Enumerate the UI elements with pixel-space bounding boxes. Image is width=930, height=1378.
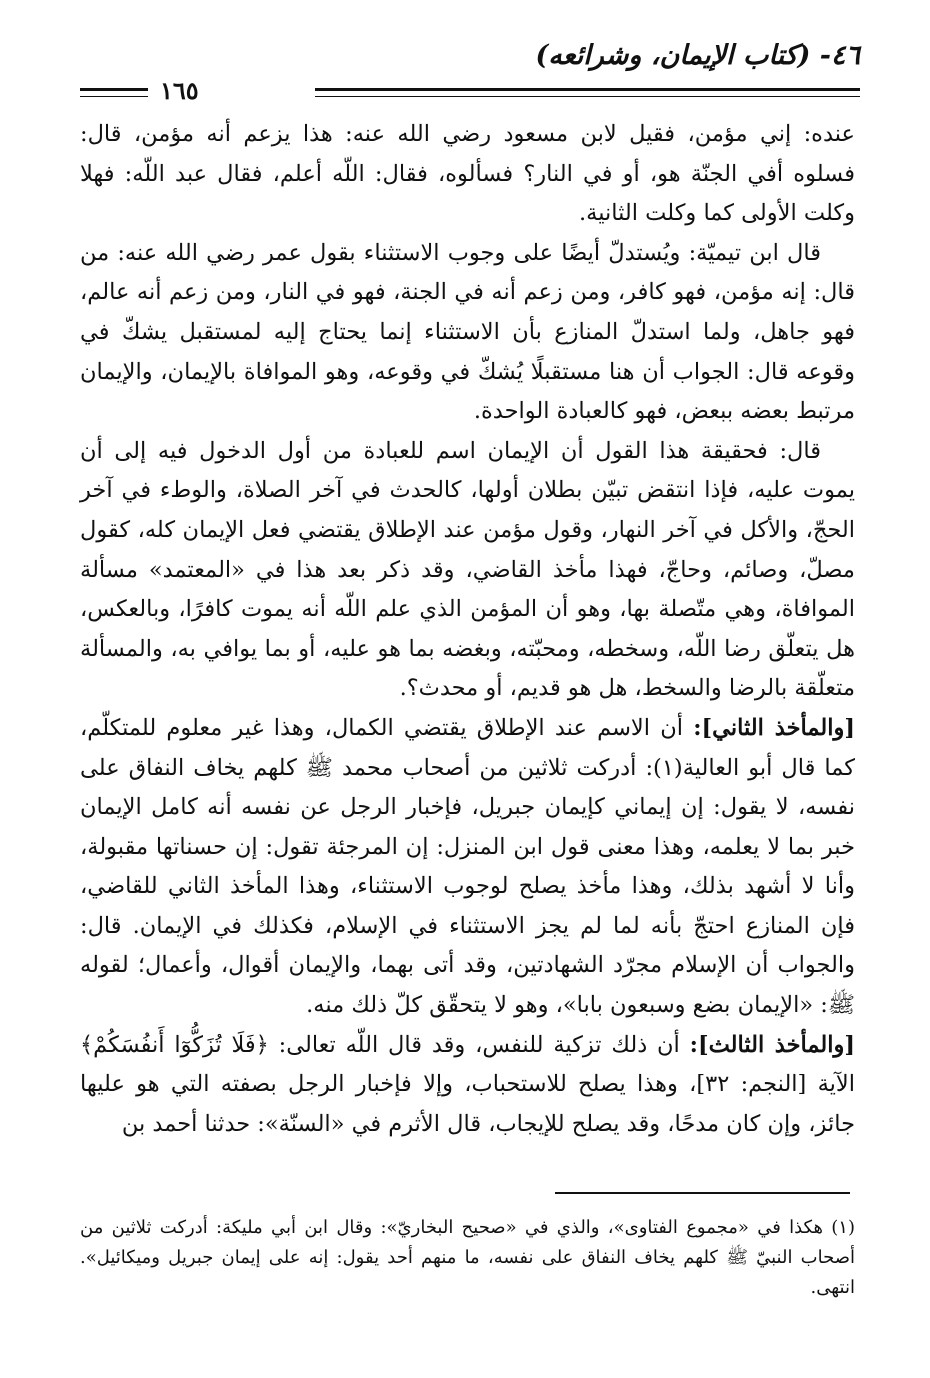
- paragraph-text: أن ذلك تزكية للنفس، وقد قال اللّه تعالى: ﴿فَلَا تُزَكُّوٓا أَنفُسَكُمْ﴾ الآية [النجم: ٣٢]، وهذا يصلح للاستحباب، وإلا فإخبار الرجل بصفته التي هو عليها جائز، وإن كان مدحًا، وقد يصلح للإيجاب، قال الأثرم في «السنّة»: حدثنا أحمد بن: [80, 1031, 855, 1137]
- page-number: ١٦٥: [160, 76, 199, 105]
- footnotes: [80, 1213, 855, 1303]
- header-rule: [315, 88, 860, 97]
- header-rule-short: [80, 88, 148, 97]
- footnote-separator: [555, 1192, 850, 1194]
- footnote: (١) هكذا في «مجموع الفتاوى»، والذي في «صحيح البخاريّ»: وقال ابن أبي مليكة: أدركت ثلاثين من أصحاب النبيّ ﷺ كلهم يخاف النفاق على نفسه، ما منهم أحد يقول: إنه على إيمان جبريل وميكائيل». انتهى.: [80, 1217, 855, 1298]
- running-title: ٤٦- (كتاب الإيمان، وشرائعه): [535, 40, 860, 71]
- paragraph-text: عنده: إني مؤمن، فقيل لابن مسعود رضي الله عنه: هذا يزعم أنه مؤمن، قال: فسلوه أفي الجنّة هو، أو في النار؟ فسألوه، فقال: اللّه أعلم، فقال عبد اللّه: فهلا وكلت الأولى كما وكلت الثانية.: [80, 121, 855, 227]
- section-label: [والمأخذ الثاني]:: [693, 714, 855, 741]
- section-label: [والمأخذ الثالث]:: [689, 1031, 855, 1058]
- paragraph-text: قال ابن تيميّة: ويُستدلّ أيضًا على وجوب الاستثناء بقول عمر رضي الله عنه: من قال: إنه مؤمن، فهو كافر، ومن زعم أنه في الجنة، فهو في النار، ومن زعم أنه عالم، فهو جاهل، ولما استدلّ المنازع بأن الاستثناء إنما يحتاج إليه لمستقبل يشكّ في وقوعه قال: الجواب أن هنا مستقبلًا يُشكّ في وقوعه، وهو الموافاة بالإيمان، والإيمان مرتبط بعضه ببعض، فهو كالعبادة الواحدة.: [80, 239, 855, 425]
- paragraph-text: أن الاسم عند الإطلاق يقتضي الكمال، وهذا غير معلوم للمتكلّم، كما قال أبو العالية(١): أدركت ثلاثين من أصحاب محمد ﷺ كلهم يخاف النفاق على نفسه، لا يقول: إن إيماني كإيمان جبريل، فإخبار الرجل عن نفسه أنه كامل الإيمان خبر بما لا يعلمه، وهذا معنى قول ابن المنزل: إن المرجئة تقول: إن حسناتها مقبولة، وأنا لا أشهد بذلك، وهذا مأخذ يصلح لوجوب الاستثناء، وهذا المأخذ الثاني للقاضي، فإن المنازع احتجّ بأنه لما لم يجز الاستثناء في الإسلام، فكذلك في الإيمان. قال: والجواب أن الإسلام مجرّد الشهادتين، وقد أتى بهما، والإيمان أقوال، وأعمال؛ لقوله ﷺ: «الإيمان بضع وسبعون بابا»، وهو لا يتحقّق كلّ ذلك منه.: [80, 714, 855, 1019]
- paragraph: [80, 1026, 855, 1145]
- paragraph: [80, 234, 855, 432]
- paragraph: [80, 115, 855, 234]
- paragraph-text: قال: فحقيقة هذا القول أن الإيمان اسم للعبادة من أول الدخول فيه إلى أن يموت عليه، فإذا انتقض تبيّن بطلان أولها، كالحدث في آخر الصلاة، والوطء في آخر الحجّ، والأكل في آخر النهار، وقول مؤمن عند الإطلاق يقتضي فعل الإيمان كله، كقول مصلّ، وصائم، وحاجّ، فهذا مأخذ القاضي، وقد ذكر بعد هذا في «المعتمد» مسألة الموافاة، وهي متّصلة بها، وهو أن المؤمن الذي علم اللّه أنه يموت كافرًا، وبالعكس، هل يتعلّق رضا اللّه، وسخطه، ومحبّته، وبغضه بما هو عليه، أو بما يوافي به، والمسألة متعلّقة بالرضا والسخط، هل هو قديم، أو محدث؟.: [80, 437, 855, 702]
- paragraph: [80, 432, 855, 709]
- page-header: [70, 40, 860, 105]
- paragraph: [80, 709, 855, 1026]
- main-text: [80, 115, 855, 1144]
